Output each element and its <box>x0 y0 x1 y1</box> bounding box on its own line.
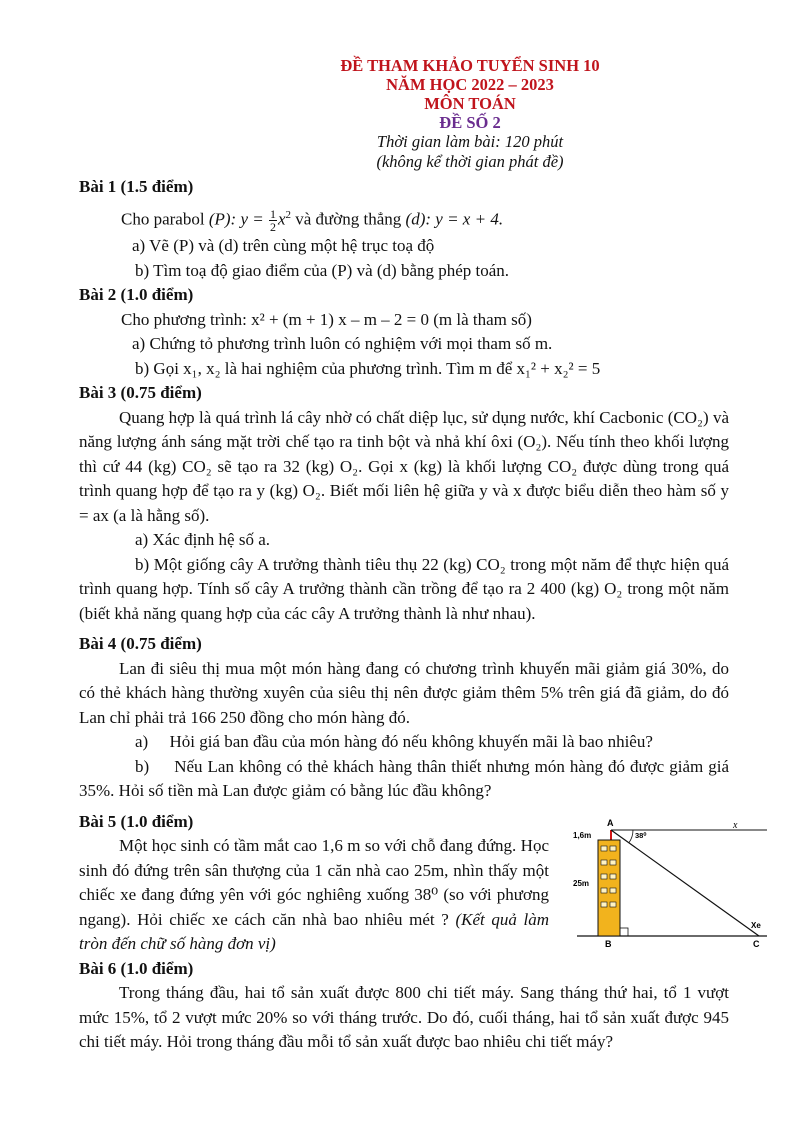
bai5-title: Bài 5 (1.0 điểm) <box>79 811 194 831</box>
bai1-intro-text: Cho parabol <box>121 209 209 229</box>
school-year: NĂM HỌC 2022 – 2023 <box>386 75 554 94</box>
bai1-exponent: 2 <box>285 208 292 221</box>
label-A: A <box>607 817 614 828</box>
bai1-part-b: b) Tìm toạ độ giao điểm của (P) và (d) bằng phép toán. <box>135 260 510 280</box>
label-B: B <box>605 938 612 948</box>
bai2-intro: Cho phương trình: x² + (m + 1) x – m – 2 = 0 (m là tham số) <box>121 309 532 329</box>
bai1-title: Bài 1 (1.5 điểm) <box>79 177 194 196</box>
bai6-title: Bài 6 (1.0 điểm) <box>79 958 194 978</box>
bai1-part-a: a) Vẽ (P) và (d) trên cùng một hệ trục toạ độ <box>132 236 435 256</box>
bai4-title: Bài 4 (0.75 điểm) <box>79 634 202 654</box>
bai3-paragraph: Quang hợp là quá trình lá cây nhờ có chất diệp lục, sử dụng nước, khí Cacbonic (CO₂) và năng lượng ánh sáng mặt trời chế tạo ra tinh bột và nhả khí ôxi (O₂). Nếu tính theo khối lượng thì cứ 44 (kg) CO₂ sẽ tạo ra 32 (kg) O₂. Gọi x (kg) là khối lượng CO₂ được dùng trong quá trình quang hợp để tạo ra y (kg) O₂. Biết mối liên hệ giữa y và x được biểu diễn theo hàm số y = ax (a là hằng số). <box>79 407 729 525</box>
sight-line <box>611 830 759 936</box>
bai1-intro <box>79 200 729 235</box>
label-eye-height: 1,6m <box>573 830 592 840</box>
bai5-section <box>79 810 761 957</box>
bai1-line-eq: (d): y = x + 4. <box>405 209 504 229</box>
bai1-intro-mid: và đường thẳng <box>291 209 406 229</box>
bai4-part-b: b) Nếu Lan không có thẻ khách hàng thân thiết nhưng món hàng đó được giảm giá 35%. Hỏi số tiền mà Lan được giảm có bằng lúc đầu không? <box>79 756 734 801</box>
label-car: Xe <box>751 920 761 930</box>
bai1-parabol-eq: (P): y = <box>208 209 268 229</box>
bai5-paragraph <box>79 834 549 957</box>
bai1-fraction <box>269 208 277 233</box>
bai2-part-a: a) Chứng tỏ phương trình luôn có nghiệm với mọi tham số m. <box>132 334 553 354</box>
exam-duration-note: (không kể thời gian phát đề) <box>376 152 564 171</box>
bai3-part-b: b) Một giống cây A trưởng thành tiêu thụ 22 (kg) CO₂ trong một năm để thực hiện quá trình quang hợp. Tính số cây A trưởng thành cần trồng để tạo ra 2 400 (kg) O₂ trong một năm (biết khả năng quang hợp của các cây A trưởng thành là như nhau). <box>79 554 729 623</box>
subject: MÔN TOÁN <box>424 94 516 113</box>
bai1-x: x <box>277 209 286 229</box>
label-C: C <box>753 938 760 948</box>
right-angle-marker <box>620 928 628 936</box>
bai3-part-a: a) Xác định hệ số a. <box>135 530 271 550</box>
fraction-den: 2 <box>269 219 276 234</box>
label-angle: 38⁰ <box>635 830 647 840</box>
exam-header <box>220 56 720 172</box>
angle-arc <box>629 830 633 843</box>
bai2-title: Bài 2 (1.0 điểm) <box>79 285 194 305</box>
exam-title: ĐỀ THAM KHẢO TUYỂN SINH 10 <box>340 56 600 75</box>
bai4-part-a: a) Hỏi giá ban đầu của món hàng đó nếu không khuyến mãi là bao nhiêu? <box>135 732 653 752</box>
bai4-paragraph: Lan đi siêu thị mua một món hàng đang có chương trình khuyến mãi giảm giá 30%, do có thẻ khách hàng thường xuyên của siêu thị nên được giảm thêm 5% trên giá đã giảm, do đó Lan chỉ phải trả 166 250 đồng cho món hàng đó. <box>79 658 729 727</box>
bai5-rounding-note: (Kết quả làm tròn đến chữ số hàng đơn vị) <box>79 909 549 954</box>
bai5-text: Một học sinh có tầm mắt cao 1,6 m so với chỗ đang đứng. Học sinh đó đứng trên sân thượng của 1 căn nhà cao 25m, nhìn thấy một chiếc xe đang đứng yên với góc nghiêng xuống 38⁰ (so với phương ngang). Hỏi chiếc xe cách căn nhà bao nhiêu mét ? <box>79 836 549 929</box>
exam-duration: Thời gian làm bài: 120 phút <box>376 132 564 151</box>
label-x: x <box>733 819 738 831</box>
label-house-height: 25m <box>573 878 590 888</box>
bai2-part-b: b) Gọi x₁, x₂ là hai nghiệm của phương trình. Tìm m để x₁² + x₂² = 5 <box>135 358 601 378</box>
bai6-paragraph: Trong tháng đầu, hai tổ sản xuất được 800 chi tiết máy. Sang tháng thứ hai, tổ 1 vượt mức 15%, tổ 2 vượt mức 20% so với tháng trước. Do đó, cuối tháng, hai tổ sản xuất được 945 chi tiết máy. Hỏi trong tháng đầu mỗi tổ sản xuất được bao nhiêu chi tiết máy? <box>79 983 729 1052</box>
fraction-num: 1 <box>269 206 276 221</box>
exam-content <box>79 175 761 1055</box>
bai5-figure <box>569 818 769 948</box>
bai3-title: Bài 3 (0.75 điểm) <box>79 383 202 403</box>
exam-number: ĐỀ SỐ 2 <box>439 113 501 132</box>
